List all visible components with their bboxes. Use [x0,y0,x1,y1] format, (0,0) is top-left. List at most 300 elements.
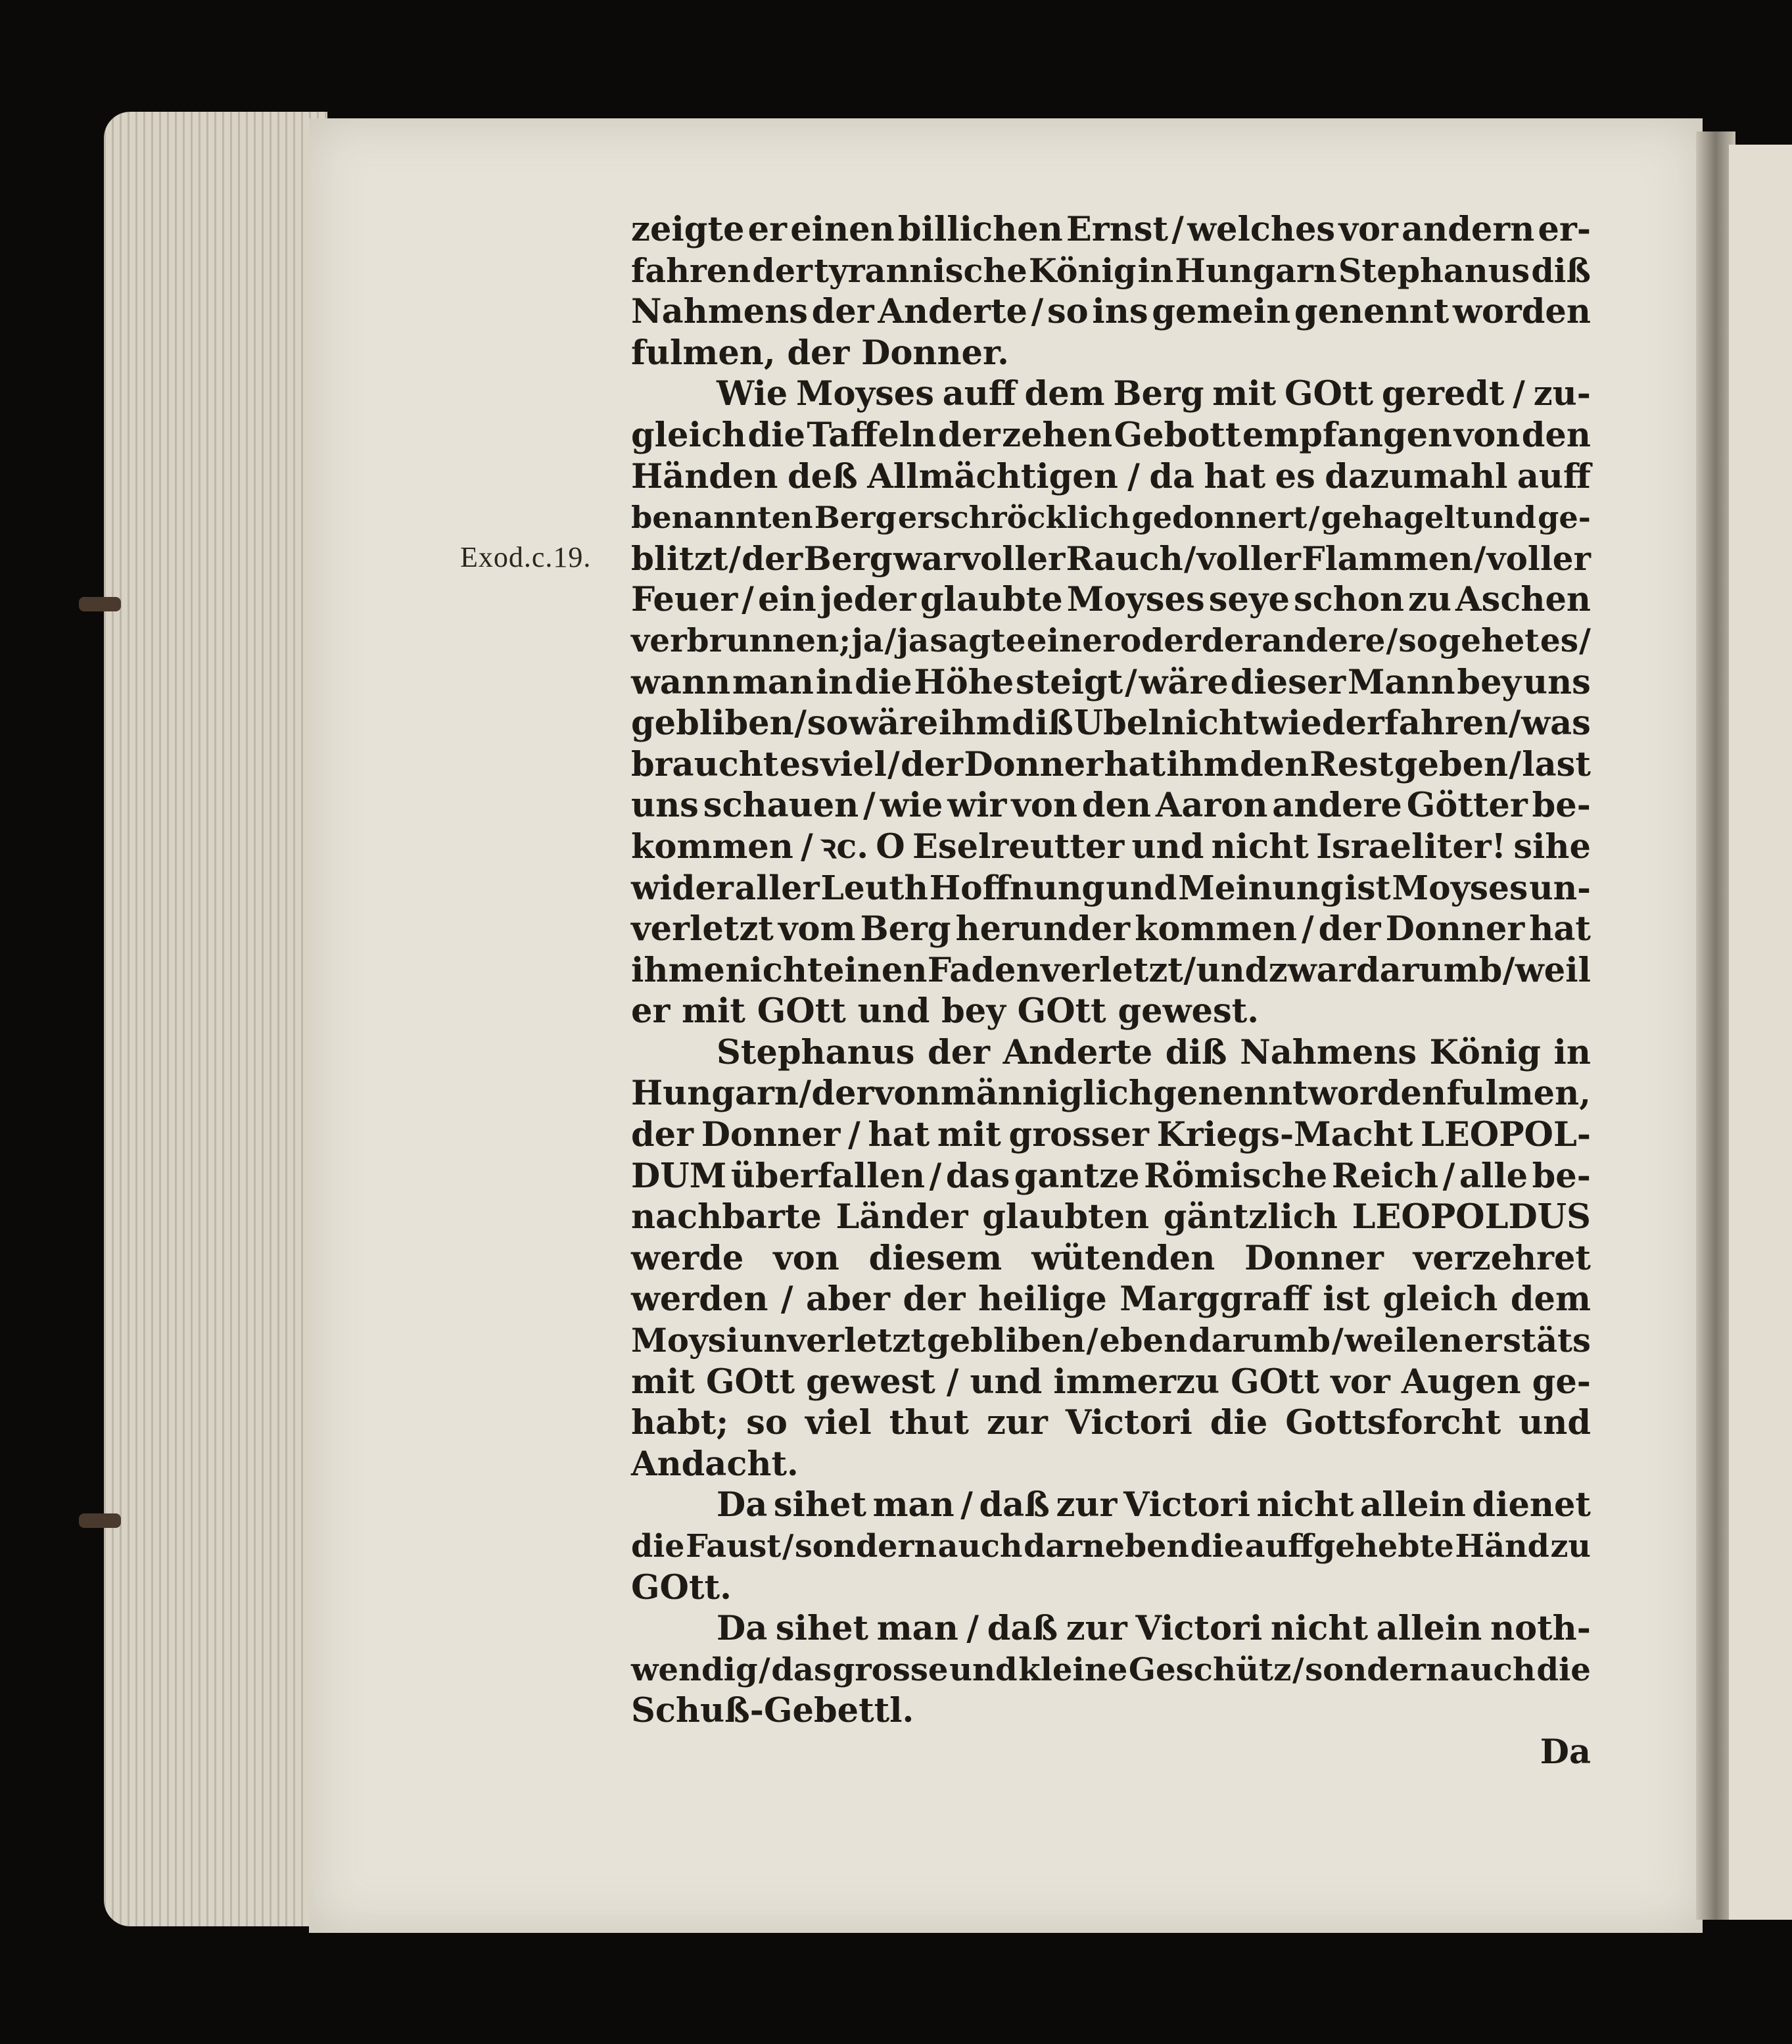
word: worden [1452,292,1591,332]
text-line [631,1156,1591,1197]
word: / [1292,1651,1304,1688]
word: Victori [1065,1403,1192,1443]
text-line [631,579,1591,621]
word: Rauch [1066,538,1183,578]
word: Donner [964,744,1104,784]
text-line [631,415,1591,456]
word: Donner [1244,1238,1384,1278]
word: darumb [1356,950,1503,990]
margin-reference: Exod.c.19. [460,541,592,573]
word: Meinung [1178,868,1344,907]
word: grosser [1008,1115,1149,1155]
word: Aschen [1455,580,1591,620]
word: König [1429,1032,1541,1072]
word: genennt [1294,292,1450,332]
word: / [1579,621,1591,659]
word: kleine [1018,1651,1128,1688]
word: vom [778,909,856,949]
word: Römische [1144,1156,1328,1196]
body-text [631,209,1591,1773]
word: den [1081,786,1151,826]
text-line [631,456,1591,498]
word: und [1196,950,1269,990]
word: man [872,1485,955,1525]
word: Ernst [1066,210,1169,249]
word: / [1183,538,1196,578]
word: / [1474,538,1486,578]
word: immerzu [1053,1362,1220,1402]
word: gantze [1014,1156,1140,1196]
word: einer [1026,621,1120,659]
word: welches [1187,210,1336,249]
word: voller [1486,538,1591,578]
word: / [960,1485,973,1525]
word: männiglich [940,1074,1153,1114]
word: Rest [1309,744,1394,784]
word: diß [1165,1032,1227,1072]
word: ihm [1166,744,1239,784]
word: eben [1099,1321,1188,1360]
word: hat [1529,909,1591,949]
word: gemein [1152,292,1291,332]
word: von [874,1074,941,1114]
word: wie [880,786,943,826]
word: der [811,1074,874,1114]
word: Da [717,1485,768,1525]
word: LEOPOL- [1421,1115,1591,1155]
word: / [966,1609,979,1649]
word: gehagelt [1321,500,1470,536]
word: gebliben [631,703,794,744]
word: voller [1196,538,1301,578]
word: braucht [631,744,779,784]
word: von [773,1238,839,1278]
word: geredt [1381,374,1505,414]
word: daß [979,1485,1050,1525]
word: / [780,1279,793,1319]
word: seye [1208,580,1290,620]
word: aber [806,1279,891,1319]
word: Faust [686,1528,782,1565]
word: zu [1550,1528,1591,1565]
word: sagte [930,621,1026,659]
text-line: er mit GOtt und bey GOtt gewest. [631,991,1259,1032]
word: überfallen [730,1156,926,1196]
word: es [1540,621,1579,659]
word: / [1031,292,1044,332]
word: Wie [717,374,788,414]
word: Nahmens [1240,1032,1417,1072]
text-line [631,1485,1591,1526]
word: ist [1344,868,1391,907]
text-line: Schuß-Gebettl. [631,1691,914,1731]
word: alle [1459,1156,1528,1196]
word: der [1201,621,1261,659]
word: / [863,786,876,826]
word: verletzt [631,909,774,949]
word: viel [805,1403,872,1443]
word: / [742,580,754,620]
word: fahren [631,251,751,290]
word: werden [631,1279,768,1319]
word: O [876,826,905,867]
word: gewest [806,1362,935,1402]
word: GOtt [1231,1362,1320,1402]
word: / [799,1074,811,1114]
word: hat [868,1115,930,1155]
word: viel [820,744,887,784]
book-clasp-upper [79,597,121,611]
word: Hungarn [1175,251,1337,290]
word: ge- [1532,1362,1591,1402]
word: und [949,1651,1018,1688]
word: vor [1331,1362,1390,1402]
text-line [631,826,1591,868]
word: vor [1338,210,1398,249]
word: blitzt [631,538,728,578]
word: ihm [939,703,1012,744]
word: sihet [773,1485,867,1525]
word: Hungarn [631,1074,799,1114]
word: nicht [725,950,823,990]
word: glaubte [920,580,1063,620]
word: nicht [1270,1609,1369,1649]
word: man [876,1609,958,1649]
word: Mann [1347,662,1455,702]
word: wir [947,786,1007,826]
word: in [1137,251,1174,290]
word: er- [1538,210,1591,249]
word: / [1442,1156,1455,1196]
word: Victori [1123,1485,1250,1525]
word: geben [1394,744,1509,784]
text-line [631,703,1591,744]
word: erschröcklich [897,500,1131,536]
word: / [801,826,813,867]
word: / [1331,1321,1344,1360]
word: genennt [1153,1074,1308,1114]
word: ja [851,621,884,659]
word: so [807,703,849,744]
word: fulmen, [1446,1074,1591,1114]
word: schon [1293,580,1404,620]
word: das [945,1156,1010,1196]
word: Allmächtigen [867,456,1118,496]
word: werde [631,1238,744,1278]
word: Israeliter! [1316,826,1507,867]
word: Reich [1331,1156,1439,1196]
word: andern [1402,210,1535,249]
word: ins [1092,292,1148,332]
word: bey [1457,662,1522,702]
text-line [631,662,1591,703]
word: last [1522,744,1591,784]
word: kommen [631,826,793,867]
word: deß [787,456,858,496]
word: gäntzlich [1163,1197,1338,1237]
word: / [782,1528,794,1565]
word: zeigte [631,210,745,249]
word: der [1318,909,1381,949]
word: die [1210,1403,1268,1443]
word: / [946,1362,959,1402]
text-line [631,1608,1591,1650]
word: und [1519,1403,1591,1443]
word: ꝛc. [820,826,868,867]
text-line [631,950,1591,991]
word: wütenden [1031,1238,1215,1278]
word: Stephanus [717,1032,915,1072]
word: Da [717,1609,768,1649]
word: unverletzt [740,1321,926,1360]
text-line: Andacht. [631,1444,799,1484]
text-line [631,1526,1591,1567]
text-line [631,1114,1591,1156]
word: / [848,1115,861,1155]
word: er [1463,1321,1502,1360]
word: zu- [1533,374,1591,414]
word: LEOPOLDUS [1352,1197,1591,1237]
word: gedonnert [1131,500,1308,536]
word: Eselreutter [912,826,1125,867]
word: wann [631,662,731,702]
word: habt; [631,1403,729,1443]
word: / [794,703,807,744]
word: weil [1515,950,1591,990]
word: andere [1261,621,1386,659]
word: DUM [631,1156,727,1196]
word: / [1183,950,1196,990]
word: herunder [955,909,1131,949]
word: dem [1510,1279,1591,1319]
word: allein [1376,1609,1482,1649]
word: das [771,1651,832,1688]
word: Anderte [1002,1032,1153,1072]
word: Marggraff [1120,1279,1310,1319]
word: der [937,415,1001,455]
word: mit [1212,374,1277,414]
word: zur [1056,1485,1118,1525]
word: Feuer [631,580,738,620]
word: auff [942,374,1016,414]
word: sondern [1305,1651,1449,1688]
word: zehen [1002,415,1113,455]
word: der [742,538,803,578]
word: andere [1272,786,1402,826]
word: stäts [1503,1321,1591,1360]
word: Aaron [1155,786,1268,826]
word: be- [1532,1156,1591,1196]
word: König [1028,251,1137,290]
word: dazumahl [1325,456,1508,496]
text-line [631,291,1591,333]
word: gleich [1382,1279,1498,1319]
word: schauen [703,786,859,826]
word: GOtt [1284,374,1374,414]
word: mit [631,1362,695,1402]
word: jeder [820,580,916,620]
word: Götter [1406,786,1528,826]
word: diß [1531,251,1591,290]
word: so [746,1403,788,1443]
word: / [1386,621,1398,659]
word: einen [822,950,928,990]
word: der [631,1115,694,1155]
text-line [631,868,1591,909]
word: Berg [860,909,951,949]
word: Taffeln [807,415,937,455]
word: Stephanus [1338,251,1530,290]
word: un- [1529,868,1591,907]
text-line [631,538,1591,580]
word: steigt [1015,662,1123,702]
word: auffgehebte [1244,1528,1454,1565]
word: nicht [1211,826,1309,867]
word: gebliben [926,1321,1085,1360]
text-line [631,497,1591,538]
text-line [631,1320,1591,1362]
word: / [929,1156,942,1196]
right-page-edge [1729,145,1792,1920]
text-line [631,909,1591,950]
word: uns [631,786,699,826]
word: auff [1517,456,1591,496]
word: heilige [978,1279,1107,1319]
word: Hoffnung [929,868,1105,907]
word: Leuth [820,868,928,907]
word: mit [937,1115,1001,1155]
word: / [1513,374,1525,414]
word: nachbarte [631,1197,822,1237]
word: Moysi [631,1321,739,1360]
word: tyrannische [814,251,1027,290]
text-line [631,1197,1591,1238]
word: Ubel [1073,703,1161,744]
word: dieser [1230,662,1346,702]
word: den [1521,415,1591,455]
word: Berg [814,500,897,536]
word: / [1171,210,1184,249]
word: und [970,1362,1043,1402]
word: den [1239,744,1309,784]
word: von [1453,415,1521,455]
word: wiederfahren [1259,703,1509,744]
word: allein [1360,1485,1466,1525]
word: glaubten [982,1197,1150,1237]
text-line [631,250,1591,292]
word: so [1047,292,1089,332]
word: wäre [1139,662,1229,702]
word: ja [897,621,930,659]
word: verbrunnen; [631,621,851,659]
word: einen [790,210,895,249]
word: Nahmens [631,292,808,332]
text-line [631,1650,1591,1691]
text-line [631,209,1591,250]
page-edges [104,112,327,1926]
word: Anderte [878,292,1027,332]
text-line [631,1279,1591,1320]
word: daß [987,1609,1058,1649]
word: zwar [1268,950,1356,990]
word: wider [631,868,734,907]
word: ge- [1538,500,1591,536]
word: dem [1024,374,1105,414]
word: zur [986,1403,1048,1443]
word: er [747,210,787,249]
word: diß [1012,703,1073,744]
word: weilen [1344,1321,1463,1360]
word: was [1521,703,1591,744]
word: gleich [631,415,746,455]
word: in [815,662,853,702]
text-line [631,785,1591,826]
word: uns [1522,662,1591,702]
word: so [1398,621,1438,659]
word: Moyses [795,374,934,414]
word: da [1149,456,1195,496]
word: wäre [849,703,939,744]
word: ist [1323,1279,1370,1319]
word: nicht [1161,703,1259,744]
book-clasp-lower [79,1513,121,1528]
word: auch [1450,1651,1536,1688]
word: noth- [1490,1609,1591,1649]
word: Gebott [1114,415,1241,455]
word: dienet [1472,1485,1591,1525]
word: / [759,1651,770,1688]
word: / [1086,1321,1098,1360]
word: die [1190,1528,1244,1565]
word: sihe [1513,826,1591,867]
word: Donner [701,1115,841,1155]
word: zur [1066,1609,1127,1649]
word: verzehret [1413,1238,1591,1278]
word: Länder [836,1197,968,1237]
word: die [1536,1651,1591,1688]
word: und [1106,868,1177,907]
word: hat [1104,744,1166,784]
word: Geschütz [1128,1651,1292,1688]
word: empfangen [1242,415,1453,455]
text-line: Da [1540,1732,1591,1772]
word: der [752,251,813,290]
word: war [893,538,960,578]
word: hat [1204,456,1266,496]
word: Moyses [1066,580,1205,620]
word: gehet [1438,621,1540,659]
word: be- [1532,786,1591,826]
word: Moyses [1392,868,1528,907]
word: kommen [1135,909,1297,949]
word: der [928,1032,991,1072]
word: grosse [832,1651,949,1688]
text-line [631,1073,1591,1114]
word: auch [937,1528,1023,1565]
word: / [1502,950,1515,990]
text-line [631,1402,1591,1444]
word: Kriegs-Macht [1156,1115,1413,1155]
word: Händ [1455,1528,1549,1565]
word: / [1125,662,1137,702]
word: darumb [1188,1321,1331,1360]
word: / [728,538,741,578]
word: Höhe [914,662,1014,702]
word: nicht [1256,1485,1354,1525]
word: / [1509,744,1521,784]
word: aller [734,868,820,907]
word: oder [1120,621,1201,659]
